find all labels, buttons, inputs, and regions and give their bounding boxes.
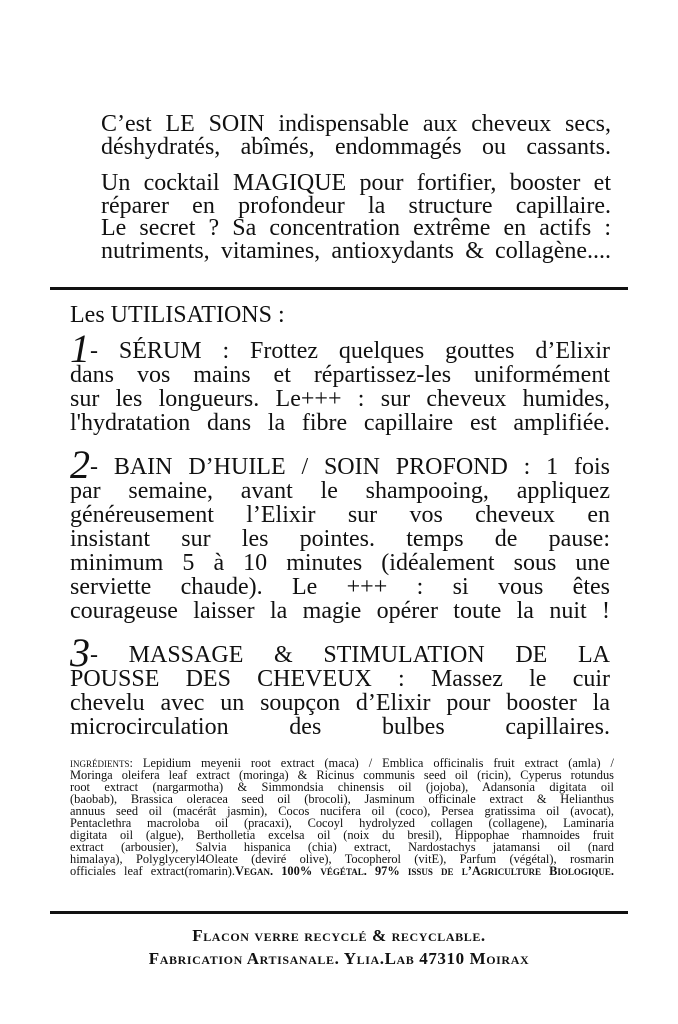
- manufacturer-note: Fabrication Artisanale. Ylia.Lab 47310 Moirax: [148, 949, 530, 968]
- usage-item-3: [70, 630, 610, 740]
- text-line: nutriments, vitamines, antioxydants & collagène....: [101, 237, 611, 264]
- text-line: Pentaclethra macroloba oil (pracaxi), Cocoyl hydrolyzed collagen (collagene), Laminaria: [70, 816, 614, 830]
- text-line: POUSSE DES CHEVEUX : Massez le cuir: [70, 666, 610, 692]
- text-line: root extract (nargarmotha) & Simmondsia chinensis oil (jojoba), Adansonia digitata oil: [70, 780, 614, 794]
- text-line: - BAIN D’HUILE / SOIN PROFOND : 1 fois: [90, 454, 610, 480]
- intro-paragraph-2: [101, 172, 611, 262]
- ingredients-label: ingrédients:: [70, 756, 133, 770]
- text-line: - MASSAGE & STIMULATION DE LA: [90, 642, 610, 668]
- text-line: l'hydratation dans la fibre capillaire est amplifiée.: [70, 410, 610, 436]
- text-line: chevelu avec un soupçon d’Elixir pour booster la: [70, 690, 610, 716]
- text-line: (baobab), Brassica oleracea seed oil (brocoli), Jasminum officinale extract & Helianthus: [70, 792, 614, 806]
- text-line: C’est LE SOIN indispensable aux cheveux secs,: [101, 111, 611, 137]
- intro-paragraph-1: [101, 113, 611, 158]
- divider: [50, 911, 628, 914]
- usage-item-2: [70, 442, 610, 624]
- footer: [0, 924, 678, 970]
- divider: [50, 287, 628, 290]
- text-line: courageuse laisser la magie opérer toute la nuit !: [70, 598, 610, 624]
- ingredients-list: [70, 757, 614, 877]
- text-line: Le secret ? Sa concentration extrême en actifs :: [101, 215, 611, 241]
- usage-number: 2: [70, 442, 90, 487]
- text-line: Lepidium meyenii root extract (maca) / Emblica officinalis fruit extract (amla) /: [132, 756, 614, 770]
- vegan-claim: Vegan. 100% végétal. 97% issus de l’Agriculture Biologique.: [235, 864, 614, 878]
- utilisations-section: [70, 303, 610, 759]
- text-line: dans vos mains et répartissez-les uniformément: [70, 362, 610, 388]
- text-line: microcirculation des bulbes capillaires.: [70, 714, 610, 740]
- text-line: officiales leaf extract(romarin).: [70, 864, 236, 878]
- recycling-note: Flacon verre recyclé & recyclable.: [192, 926, 486, 945]
- text-line: annuus seed oil (macérât jasmin), Cocos nucifera oil (coco), Persea gratissima oil (avocat),: [70, 804, 614, 818]
- text-line: minimum 5 à 10 minutes (idéalement sous une: [70, 550, 610, 576]
- text-line: serviette chaude). Le +++ : si vous êtes: [70, 574, 610, 600]
- text-line: Moringa oleifera leaf extract (moringa) & Ricinus communis seed oil (ricin), Cyperus rotundus: [70, 768, 614, 782]
- text-line: sur les longueurs. Le+++ : sur cheveux humides,: [70, 386, 610, 412]
- text-line: extract (arbousier), Salvia hispanica (chia) extract, Nardostachys jatamansi oil (nard: [70, 840, 614, 854]
- text-line: par semaine, avant le shampooing, appliquez: [70, 478, 610, 504]
- text-line: digitata oil (algue), Bertholletia excelsa oil (noix du bresil), Hippophae rhamnoides fruit: [70, 828, 614, 842]
- text-line: déshydratés, abîmés, endommagés ou cassants.: [101, 133, 611, 160]
- utilisations-heading: Les UTILISATIONS :: [70, 302, 285, 328]
- text-line: himalaya), Polyglyceryl4Oleate (deviré olive), Tocopherol (vitE), Parfum (végétal), rosmarin: [70, 852, 614, 866]
- usage-number: 1: [70, 326, 90, 371]
- text-line: généreusement l’Elixir sur vos cheveux en: [70, 502, 610, 528]
- text-line: réparer en profondeur la structure capillaire.: [101, 192, 611, 219]
- text-line: - SÉRUM : Frottez quelques gouttes d’Elixir: [90, 338, 610, 364]
- text-line: Un cocktail MAGIQUE pour fortifier, booster et: [101, 170, 611, 196]
- usage-item-1: [70, 326, 610, 436]
- usage-number: 3: [70, 630, 90, 675]
- intro-text: [101, 113, 611, 276]
- text-line: insistant sur les pointes. temps de pause:: [70, 526, 610, 552]
